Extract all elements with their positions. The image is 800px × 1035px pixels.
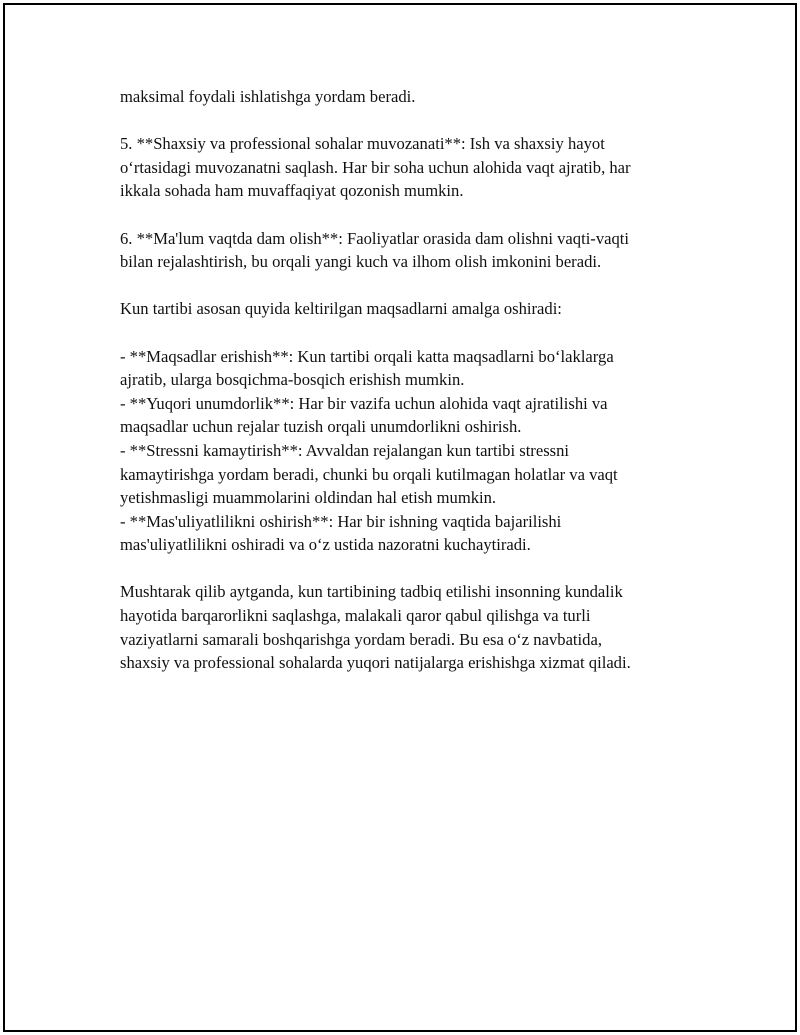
text-line: ajratib, ularga bosqichma-bosqich erishish mumkin. [120, 370, 465, 390]
text-line: - **Stressni kamaytirish**: Avvaldan rejalangan kun tartibi stressni [120, 440, 570, 460]
text-line: shaxsiy va professional sohalarda yuqori natijalarga erishishga xizmat qiladi. [120, 653, 631, 673]
paragraph-1 [120, 85, 710, 109]
text-line: Mushtarak qilib aytganda, kun tartibining tadbiq etilishi insonning kundalik [120, 582, 623, 602]
text-line: 6. **Ma'lum vaqtda dam olish**: Faoliyatlar orasida dam olishni vaqti-vaqti [120, 228, 630, 248]
paragraph-3 [120, 227, 710, 274]
text-line: - **Yuqori unumdorlik**: Har bir vazifa uchun alohida vaqt ajratilishi va [120, 393, 608, 413]
text-line: hayotida barqarorlikni saqlashga, malakali qaror qabul qilishga va turli [120, 606, 591, 626]
text-line: 5. **Shaxsiy va professional sohalar muvozanati**: Ish va shaxsiy hayot [120, 134, 605, 154]
text-line: yetishmasligi muammolarini oldindan hal etish mumkin. [120, 488, 497, 508]
text-line: - **Mas'uliyatlilikni oshirish**: Har bir ishning vaqtida bajarilishi [120, 511, 562, 531]
text-line: - **Maqsadlar erishish**: Kun tartibi orqali katta maqsadlarni bo‘laklarga [120, 346, 614, 366]
document-page [3, 3, 797, 1032]
text-line: Kun tartibi asosan quyida keltirilgan maqsadlarni amalga oshiradi: [120, 299, 562, 319]
paragraph-2 [120, 132, 710, 203]
text-line: maksimal foydali ishlatishga yordam beradi. [120, 87, 416, 106]
text-line: o‘rtasidagi muvozanatni saqlash. Har bir soha uchun alohida vaqt ajratib, har [120, 157, 631, 177]
text-line: bilan rejalashtirish, bu orqali yangi kuch va ilhom olish imkonini beradi. [120, 252, 602, 272]
paragraph-5-bullet-list [120, 345, 710, 557]
document-body [120, 85, 710, 675]
text-line: kamaytirishga yordam beradi, chunki bu orqali kutilmagan holatlar va vaqt [120, 464, 618, 484]
paragraph-4 [120, 297, 710, 321]
text-line: ikkala sohada ham muvaffaqiyat qozonish mumkin. [120, 181, 464, 201]
text-line: mas'uliyatlilikni oshiradi va o‘z ustida nazoratni kuchaytiradi. [120, 535, 531, 555]
text-line: maqsadlar uchun rejalar tuzish orqali unumdorlikni oshirish. [120, 417, 522, 437]
paragraph-6 [120, 580, 710, 674]
text-line: vaziyatlarni samarali boshqarishga yordam beradi. Bu esa o‘z navbatida, [120, 629, 602, 649]
